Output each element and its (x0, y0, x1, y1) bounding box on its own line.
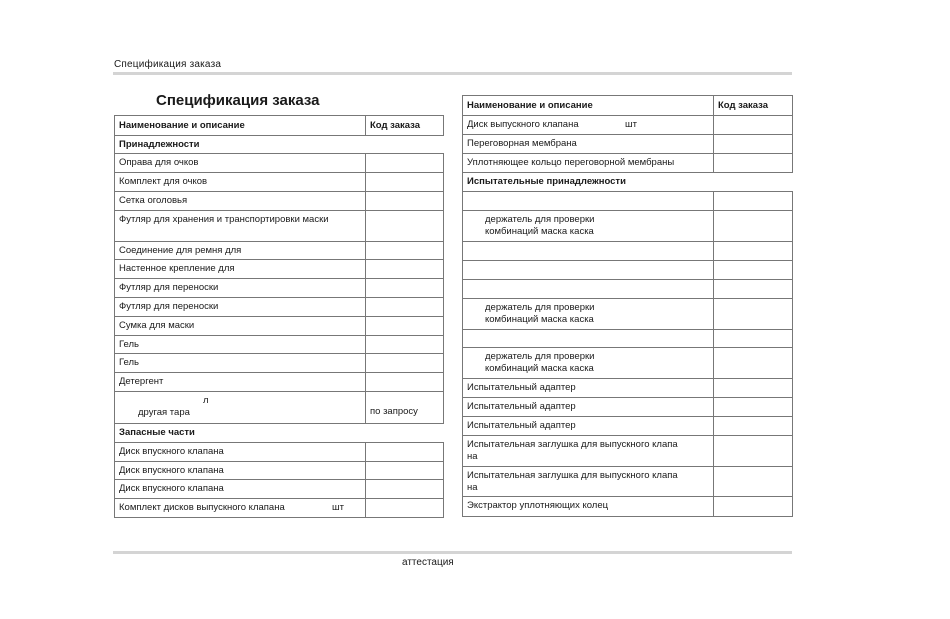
item-code (714, 330, 793, 348)
item-name-line2: комбинаций маска каска (485, 226, 594, 237)
item-code (366, 480, 444, 499)
table-row (115, 154, 444, 173)
item-name (115, 392, 366, 424)
item-name (463, 116, 714, 135)
running-header: Спецификация заказа (114, 59, 222, 70)
item-code (366, 279, 444, 298)
item-name (463, 261, 714, 280)
item-name-line1: держатель для проверки (485, 302, 595, 313)
item-name: Футляр для переноски (115, 298, 366, 317)
item-name (463, 280, 714, 299)
item-name-line2: на (467, 451, 478, 462)
item-code (714, 379, 793, 398)
item-code (366, 260, 444, 279)
item-name-line2: комбинаций маска каска (485, 363, 594, 374)
table-row (463, 135, 793, 154)
item-name: Футляр для хранения и транспортировки маски (115, 211, 366, 242)
item-code (366, 298, 444, 317)
header-divider (113, 72, 792, 75)
table-row (115, 192, 444, 211)
item-name: Настенное крепление для (115, 260, 366, 279)
item-code (366, 443, 444, 462)
item-name-text: Диск выпускного клапана (467, 119, 579, 130)
item-name (463, 242, 714, 261)
table-row (463, 467, 793, 497)
item-code (366, 373, 444, 392)
item-name: Переговорная мембрана (463, 135, 714, 154)
table-row (115, 173, 444, 192)
section-row (115, 136, 444, 154)
item-code (714, 261, 793, 280)
table-row (463, 280, 793, 299)
item-code (366, 317, 444, 336)
item-name (463, 299, 714, 330)
table-header-row (115, 116, 444, 136)
item-name (463, 467, 714, 497)
table-row (463, 417, 793, 436)
table-row (115, 336, 444, 354)
table-row (463, 497, 793, 517)
table-row (115, 260, 444, 279)
table-row (463, 211, 793, 242)
table-row (115, 462, 444, 480)
item-name: Гель (115, 336, 366, 354)
table-row (463, 242, 793, 261)
item-code (366, 462, 444, 480)
item-code: по запросу (366, 392, 444, 424)
item-name (115, 499, 366, 518)
item-name: Экстрактор уплотняющих колец (463, 497, 714, 517)
item-code (714, 467, 793, 497)
table-row (115, 373, 444, 392)
table-header-row (463, 96, 793, 116)
table-row (463, 192, 793, 211)
table-row (115, 211, 444, 242)
item-name: Гель (115, 354, 366, 373)
item-code (714, 299, 793, 330)
item-code (714, 417, 793, 436)
table-row (463, 436, 793, 467)
item-code (714, 348, 793, 379)
item-code (366, 242, 444, 260)
item-name: Диск впускного клапана (115, 462, 366, 480)
item-name-text: Комплект дисков выпускного клапана (119, 502, 285, 513)
item-name: Испытательный адаптер (463, 398, 714, 417)
item-name: Испытательный адаптер (463, 417, 714, 436)
table-row (463, 116, 793, 135)
item-code (714, 154, 793, 173)
item-code (714, 242, 793, 261)
table-row (115, 298, 444, 317)
item-code (366, 154, 444, 173)
item-name: Футляр для переноски (115, 279, 366, 298)
right-spec-table (462, 95, 793, 517)
table-row (115, 480, 444, 499)
item-name-line1: Испытательная заглушка для выпускного клапа (467, 470, 678, 481)
table-row (115, 443, 444, 462)
item-name: Уплотняющее кольцо переговорной мембраны (463, 154, 714, 173)
column-header-code: Код заказа (366, 116, 444, 136)
page-title: Спецификация заказа (156, 92, 320, 109)
table-row (115, 354, 444, 373)
item-code (366, 173, 444, 192)
item-name: Испытательный адаптер (463, 379, 714, 398)
item-name (463, 211, 714, 242)
item-code (714, 280, 793, 299)
item-code (366, 211, 444, 242)
item-name (463, 192, 714, 211)
item-qty: шт (625, 119, 637, 130)
item-name-line1: держатель для проверки (485, 351, 595, 362)
section-title: Принадлежности (115, 136, 444, 154)
section-row (115, 424, 444, 443)
item-code (714, 135, 793, 154)
column-header-name: Наименование и описание (463, 96, 714, 116)
table-row (463, 330, 793, 348)
item-name: Соединение для ремня для (115, 242, 366, 260)
table-row (463, 379, 793, 398)
item-code (366, 499, 444, 518)
left-spec-table (114, 115, 444, 518)
table-row (463, 154, 793, 173)
item-name-line1: держатель для проверки (485, 214, 595, 225)
table-row (463, 261, 793, 280)
column-header-name: Наименование и описание (115, 116, 366, 136)
section-title: Запасные части (115, 424, 444, 443)
item-code (714, 436, 793, 467)
item-code (714, 116, 793, 135)
item-name: Диск впускного клапана (115, 443, 366, 462)
item-name: Оправа для очков (115, 154, 366, 173)
table-row (463, 299, 793, 330)
section-row (463, 173, 793, 192)
item-code (366, 354, 444, 373)
item-name (463, 330, 714, 348)
table-row (115, 499, 444, 518)
table-row (463, 398, 793, 417)
running-footer: аттестация (402, 557, 454, 568)
table-row (115, 317, 444, 336)
item-code (714, 398, 793, 417)
section-title: Испытательные принадлежности (463, 173, 793, 192)
item-name (463, 436, 714, 467)
item-name: Сетка оголовья (115, 192, 366, 211)
item-name-line1: л (203, 395, 209, 406)
table-row (115, 242, 444, 260)
item-name-line2: на (467, 482, 478, 493)
item-name: Диск впускного клапана (115, 480, 366, 499)
footer-divider (113, 551, 792, 554)
item-code (714, 497, 793, 517)
item-name-line1: Испытательная заглушка для выпускного клапа (467, 439, 678, 450)
table-row (463, 348, 793, 379)
item-qty: шт (332, 502, 344, 513)
item-name-line2: другая тара (138, 407, 190, 418)
item-code (366, 336, 444, 354)
item-name: Детергент (115, 373, 366, 392)
item-name: Комплект для очков (115, 173, 366, 192)
item-code (714, 192, 793, 211)
table-row (115, 392, 444, 424)
item-name (463, 348, 714, 379)
column-header-code: Код заказа (714, 96, 793, 116)
table-row (115, 279, 444, 298)
item-name: Сумка для маски (115, 317, 366, 336)
item-code (714, 211, 793, 242)
item-name-line2: комбинаций маска каска (485, 314, 594, 325)
item-code (366, 192, 444, 211)
